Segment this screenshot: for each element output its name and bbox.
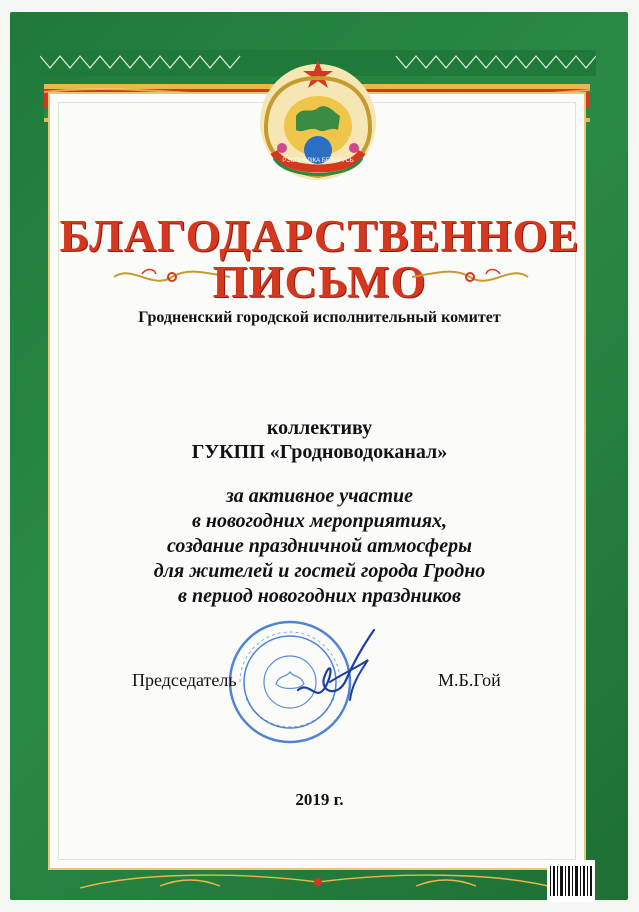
barcode-icon (547, 860, 595, 902)
emblem-text: РЭСПУБЛІКА БЕЛАРУСЬ (282, 158, 354, 164)
right-flourish-ornament (410, 262, 530, 292)
signer-role: Председатель (132, 670, 237, 690)
issue-year: 2019 г. (295, 790, 344, 809)
title-line-2: ПИСЬМО (212, 257, 427, 307)
reason-line: в новогодних мероприятиях, (191, 510, 448, 532)
signer-name: М.Б.Гой (438, 670, 501, 690)
recipient-line-1: коллективу (266, 417, 373, 439)
reason-line: создание праздничной атмосферы (167, 535, 472, 557)
title-line-1: БЛАГОДАРСТВЕННОЕ (59, 211, 580, 261)
coat-of-arms-icon (248, 56, 388, 192)
recipient-line-2: ГУКПП «Гродноводоканал» (191, 441, 448, 463)
issuer-name: Гродненский городской исполнительный комитет (138, 309, 501, 326)
bottom-ornament-border (40, 868, 596, 894)
handwritten-signature (290, 620, 390, 720)
reason-line: для жителей и гостей города Гродно (153, 560, 486, 582)
reason-line: в период новогодних праздников (178, 585, 461, 607)
reason-line: за активное участие (225, 485, 414, 507)
